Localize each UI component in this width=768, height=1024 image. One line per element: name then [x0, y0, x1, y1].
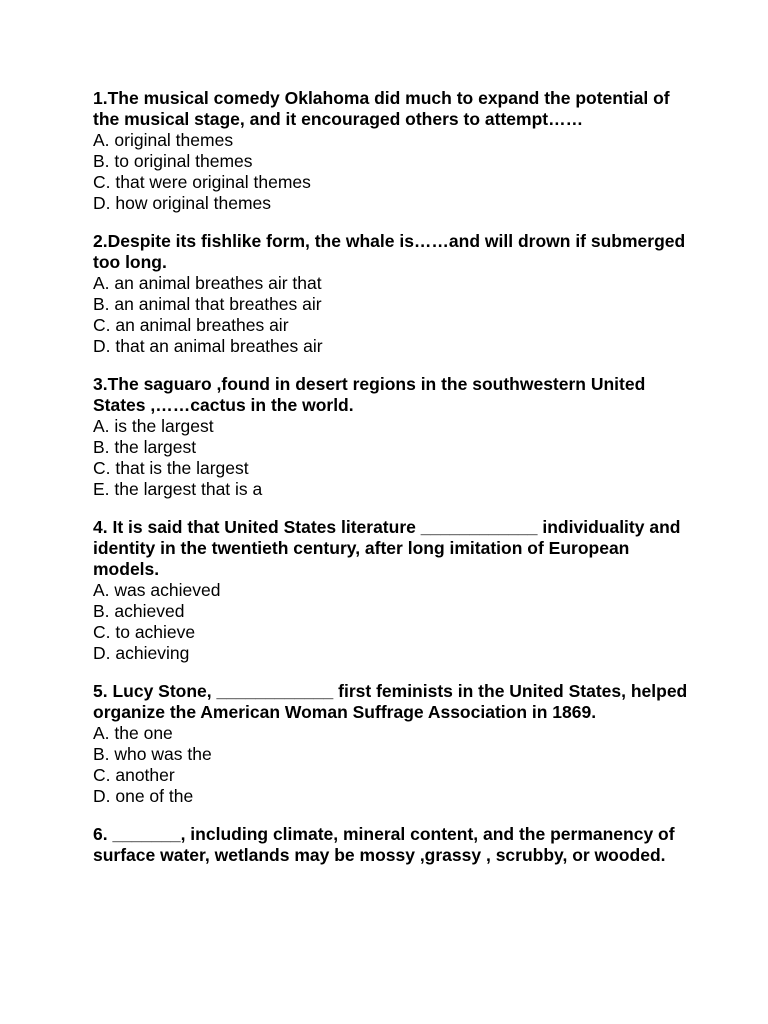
answer-option-c: C. another — [93, 765, 175, 785]
answer-option-c: C. to achieve — [93, 622, 196, 642]
answer-option-b: B. achieved — [93, 601, 185, 621]
answer-option-c: C. an animal breathes air — [93, 315, 289, 335]
answer-options — [93, 130, 693, 214]
question-5 — [93, 681, 693, 807]
question-text: 3.The saguaro ,found in desert regions in the southwestern United States ,……cactus in the world. — [93, 374, 646, 415]
answer-option-d: D. how original themes — [93, 193, 271, 213]
question-6 — [93, 824, 693, 866]
question-text: 6. _______, including climate, mineral content, and the permanency of surface water, wetlands may be mossy ,grassy , scrubby, or wooded. — [93, 824, 675, 865]
answer-option-b: B. the largest — [93, 437, 197, 457]
answer-option-e: E. the largest that is a — [93, 479, 263, 499]
answer-option-a: A. was achieved — [93, 580, 221, 600]
answer-option-d: D. that an animal breathes air — [93, 336, 323, 356]
answer-options — [93, 273, 693, 357]
answer-options — [93, 416, 693, 500]
question-text: 2.Despite its fishlike form, the whale is……and will drown if submerged too long. — [93, 231, 686, 272]
answer-option-b: B. to original themes — [93, 151, 253, 171]
answer-option-b: B. an animal that breathes air — [93, 294, 322, 314]
answer-option-d: D. achieving — [93, 643, 190, 663]
question-2 — [93, 231, 693, 357]
answer-options — [93, 580, 693, 664]
answer-option-a: A. the one — [93, 723, 173, 743]
question-1 — [93, 88, 693, 214]
answer-option-b: B. who was the — [93, 744, 212, 764]
question-list — [93, 88, 693, 883]
answer-option-a: A. original themes — [93, 130, 234, 150]
question-text: 1.The musical comedy Oklahoma did much to expand the potential of the musical stage, and it encouraged others to attempt…… — [93, 88, 670, 129]
answer-options — [93, 723, 693, 807]
answer-option-c: C. that were original themes — [93, 172, 311, 192]
answer-option-a: A. an animal breathes air that — [93, 273, 322, 293]
question-text: 4. It is said that United States literature ____________ individuality and identity in the twentieth century, after long imitation of European models. — [93, 517, 681, 579]
answer-option-d: D. one of the — [93, 786, 194, 806]
answer-option-c: C. that is the largest — [93, 458, 249, 478]
question-3 — [93, 374, 693, 500]
answer-option-a: A. is the largest — [93, 416, 214, 436]
question-text: 5. Lucy Stone, ____________ first feminists in the United States, helped organize the American Woman Suffrage Association in 1869. — [93, 681, 688, 722]
question-4 — [93, 517, 693, 664]
